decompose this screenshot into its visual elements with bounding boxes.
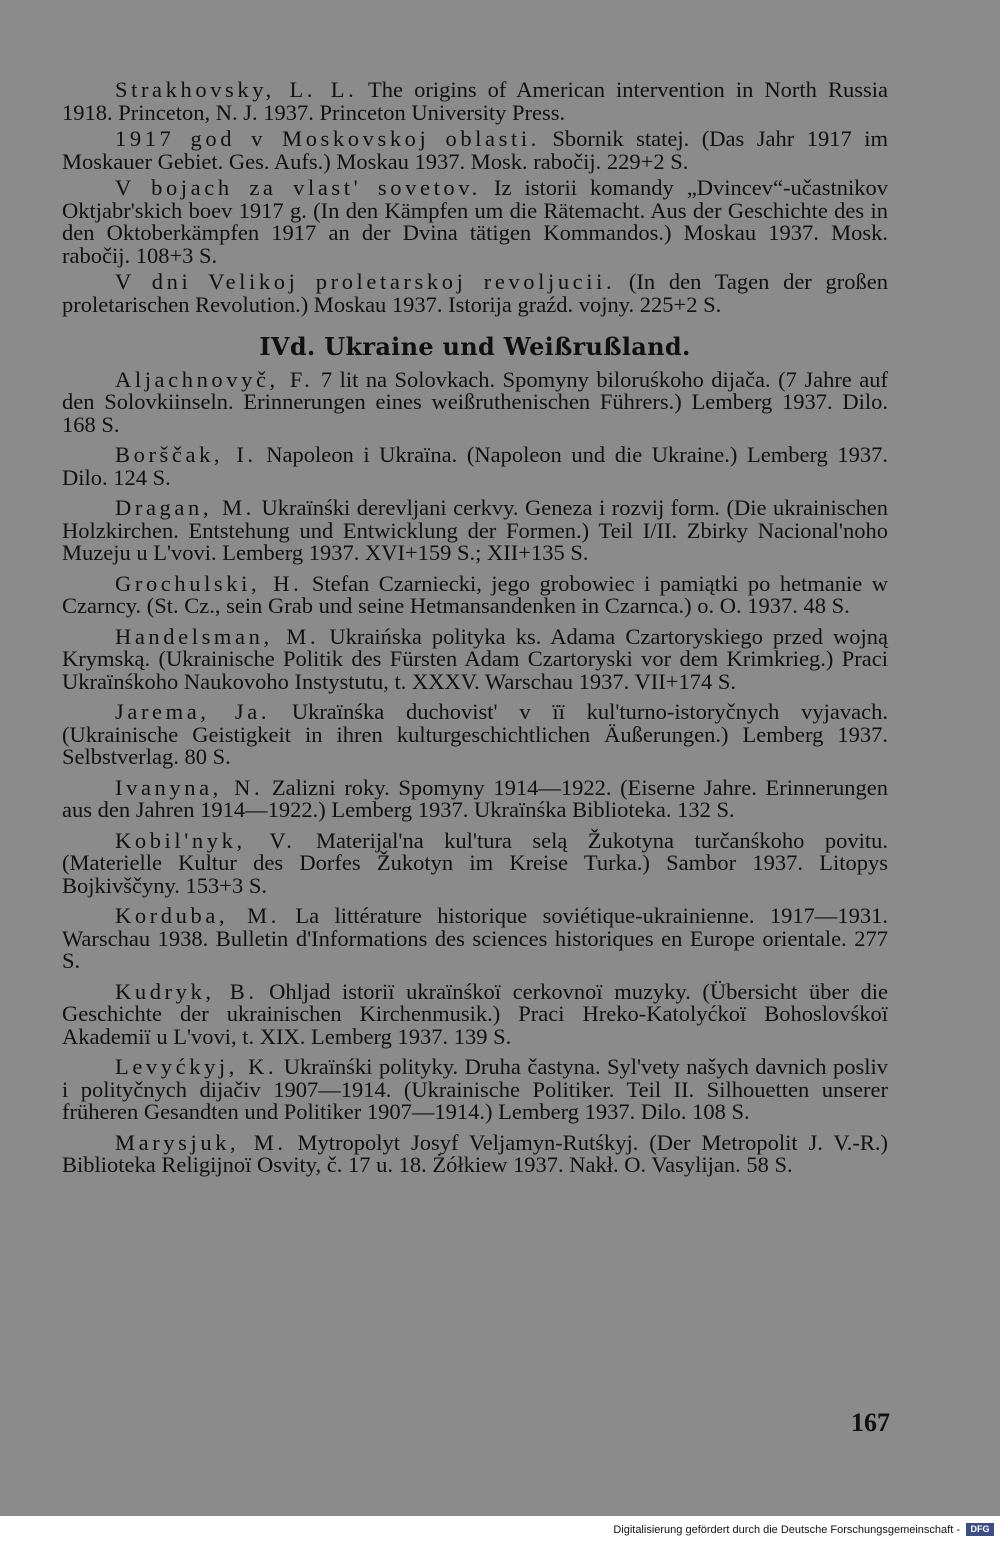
entry-marysjuk: [62, 1129, 889, 1177]
entry-details: Ohljad istoriï ukraïnśkoï cerkovnoï muzyky. (Übersicht über die Geschichte der ukrainischen Kirchenmusik.) Praci Hreko-Katolyćkoï Bohoslovśkoï Akademiï u L'vovi, t. XIX. Lemberg 1937. 139 S.: [62, 978, 889, 1049]
entry-korduba: [62, 905, 888, 973]
entry-author: Borščak, I.: [115, 442, 257, 467]
entry-aljachnovyc: [62, 366, 888, 437]
entry-details: (In den Tagen der großen proletarischen Revolution.) Moskau 1937. Istorija graźd. vojny. 225+2 S.: [62, 269, 889, 317]
entry-author: Marysjuk, M.: [115, 1129, 287, 1155]
entry-author: Kudryk, B.: [115, 978, 258, 1004]
entry-author: Handelsman, M.: [115, 623, 320, 649]
entry-jarema: [62, 701, 888, 769]
entry-author: Ivanyna, N.: [115, 774, 264, 800]
entry-details: Ukraïnśki derevljani cerkvy. Geneza i rozvij form. (Die ukrainischen Holzkirchen. Entstehung und Entwicklung der Formen.) Teil I/II. Zbirky Nacional'noho Muzeju u L'vovi. Lemberg 1937. XVI+159 S.; XII+135 S.: [62, 495, 888, 565]
funding-note: Digitalisierung gefördert durch die Deutsche Forschungsgemeinschaft -: [613, 1524, 960, 1536]
entry-details: Napoleon i Ukraïna. (Napoleon und die Ukraine.) Lemberg 1937. Dilo. 124 S.: [62, 442, 888, 490]
entry-author: V dni Velikoj proletarskoj revoljucii.: [115, 269, 616, 294]
entry-ivanyna: [62, 774, 888, 822]
entry-details: Stefan Czarniecki, jego grobowiec i pamiątki po hetmanie w Czarncy. (St. Cz., sein Grab und seine Hetmansandenken in Czarnca.) o. O. 1937. 48 S.: [62, 570, 888, 618]
entry-details: Iz istorii komandy „Dvincev“-učastnikov Oktjabr'skich boev 1917 g. (In den Kämpfen um die Rätemacht. Aus der Geschichte des in den Oktoberkämpfen 1917 an der Dvina tätigen Kommandos.) Moskau 1937. Mosk. rabočij. 108+3 S.: [62, 175, 888, 268]
entry-levyckyj: [62, 1056, 888, 1124]
entry-grochulski: [62, 570, 888, 618]
entry-author: Jarema, Ja.: [115, 699, 271, 724]
entry-kobilnyk: [62, 827, 888, 898]
entry-author: Grochulski, H.: [115, 570, 303, 596]
entry-details: Ukraïnśka duchovist' v ïï kul'turno-istoryčnych vyjavach. (Ukrainische Geistigkeit in ihren kulturgeschichtlichen Äußerungen.) Lemberg 1937. Selbstverlag. 80 S.: [62, 699, 888, 769]
section-heading: IVd. Ukraine und Weißrußland.: [259, 332, 691, 361]
entry-details: 7 lit na Solovkach. Spomyny biloruśkoho dijača. (7 Jahre auf den Solovkiinseln. Erinnerungen eines weißruthenischen Führers.) Lemberg 1937. Dilo. 168 S.: [62, 366, 888, 437]
entry-details: Mytropolyt Josyf Veljamyn-Rutśkyj. (Der Metropolit J. V.-R.) Biblioteka Religijnoï Osvity, č. 17 u. 18. Żółkiew 1937. Nakł. O. Vasylijan. 58 S.: [62, 1129, 889, 1177]
entry-details: Sbornik statej. (Das Jahr 1917 im Moskauer Gebiet. Ges. Aufs.) Moskau 1937. Mosk. rabočij. 229+2 S.: [62, 126, 889, 174]
entry-author: Strakhovsky, L. L.: [115, 77, 358, 102]
page-number: 167: [851, 1408, 890, 1437]
entry-author: Levyćkyj, K.: [115, 1054, 278, 1079]
entry-1917-god: [62, 128, 888, 173]
bibliography-text: [62, 79, 888, 1185]
entry-author: Korduba, M.: [115, 903, 280, 928]
entry-borscak: [62, 444, 888, 489]
entry-details: The origins of American intervention in North Russia 1918. Princeton, N. J. 1937. Princeton University Press.: [62, 77, 888, 125]
entry-v-dni: [62, 271, 888, 316]
footer: [0, 1516, 1000, 1542]
entry-v-bojach: [62, 177, 888, 267]
entry-dragan: [62, 497, 888, 565]
dfg-logo: DFG: [966, 1523, 994, 1536]
entry-details: La littérature historique soviétique-ukrainienne. 1917—1931. Warschau 1938. Bulletin d'Informations des sciences historiques en Europe orientale. 277 S.: [62, 903, 888, 973]
entry-details: Ukraïnśki polityky. Druha častyna. Syl'vety našych davnich posliv i polityčnych dijačiv 1907—1914. (Ukrainische Politiker. Teil II. Silhouetten unserer früheren Gesandten und Politiker 1907—1914.) Lemberg 1937. Dilo. 108 S.: [62, 1054, 888, 1124]
entry-author: Dragan, M.: [115, 495, 255, 520]
entry-details: Ukraińska polityka ks. Adama Czartoryskiego przed wojną Krymską. (Ukrainische Politik des Fürsten Adam Czartoryski vor dem Krimkrieg.) Praci Ukraïnśkoho Naukovoho Instystutu, t. XXXV. Warschau 1937. VII+174 S.: [62, 623, 888, 694]
entry-author: Aljachnovyč, F.: [115, 366, 314, 392]
entry-handelsman: [62, 623, 888, 694]
entry-strakhovsky: [62, 79, 888, 124]
entry-author: V bojach za vlast' sovetov.: [115, 175, 481, 200]
entry-kudryk: [62, 978, 889, 1049]
entry-author: 1917 god v Moskovskoj oblasti.: [115, 126, 540, 151]
entry-details: Zalizni roky. Spomyny 1914—1922. (Eiserne Jahre. Erinnerungen aus den Jahren 1914—1922.) Lemberg 1937. Ukraïnśka Biblioteka. 132 S.: [62, 774, 888, 822]
entry-author: Kobil'nyk, V.: [115, 827, 296, 853]
entry-details: Materijal'na kul'tura selą Žukotyna turčanśkoho povitu. (Materielle Kultur des Dorfes Žukotyn im Kreise Turka.) Sambor 1937. Litopys Bojkivščyny. 153+3 S.: [62, 827, 888, 898]
